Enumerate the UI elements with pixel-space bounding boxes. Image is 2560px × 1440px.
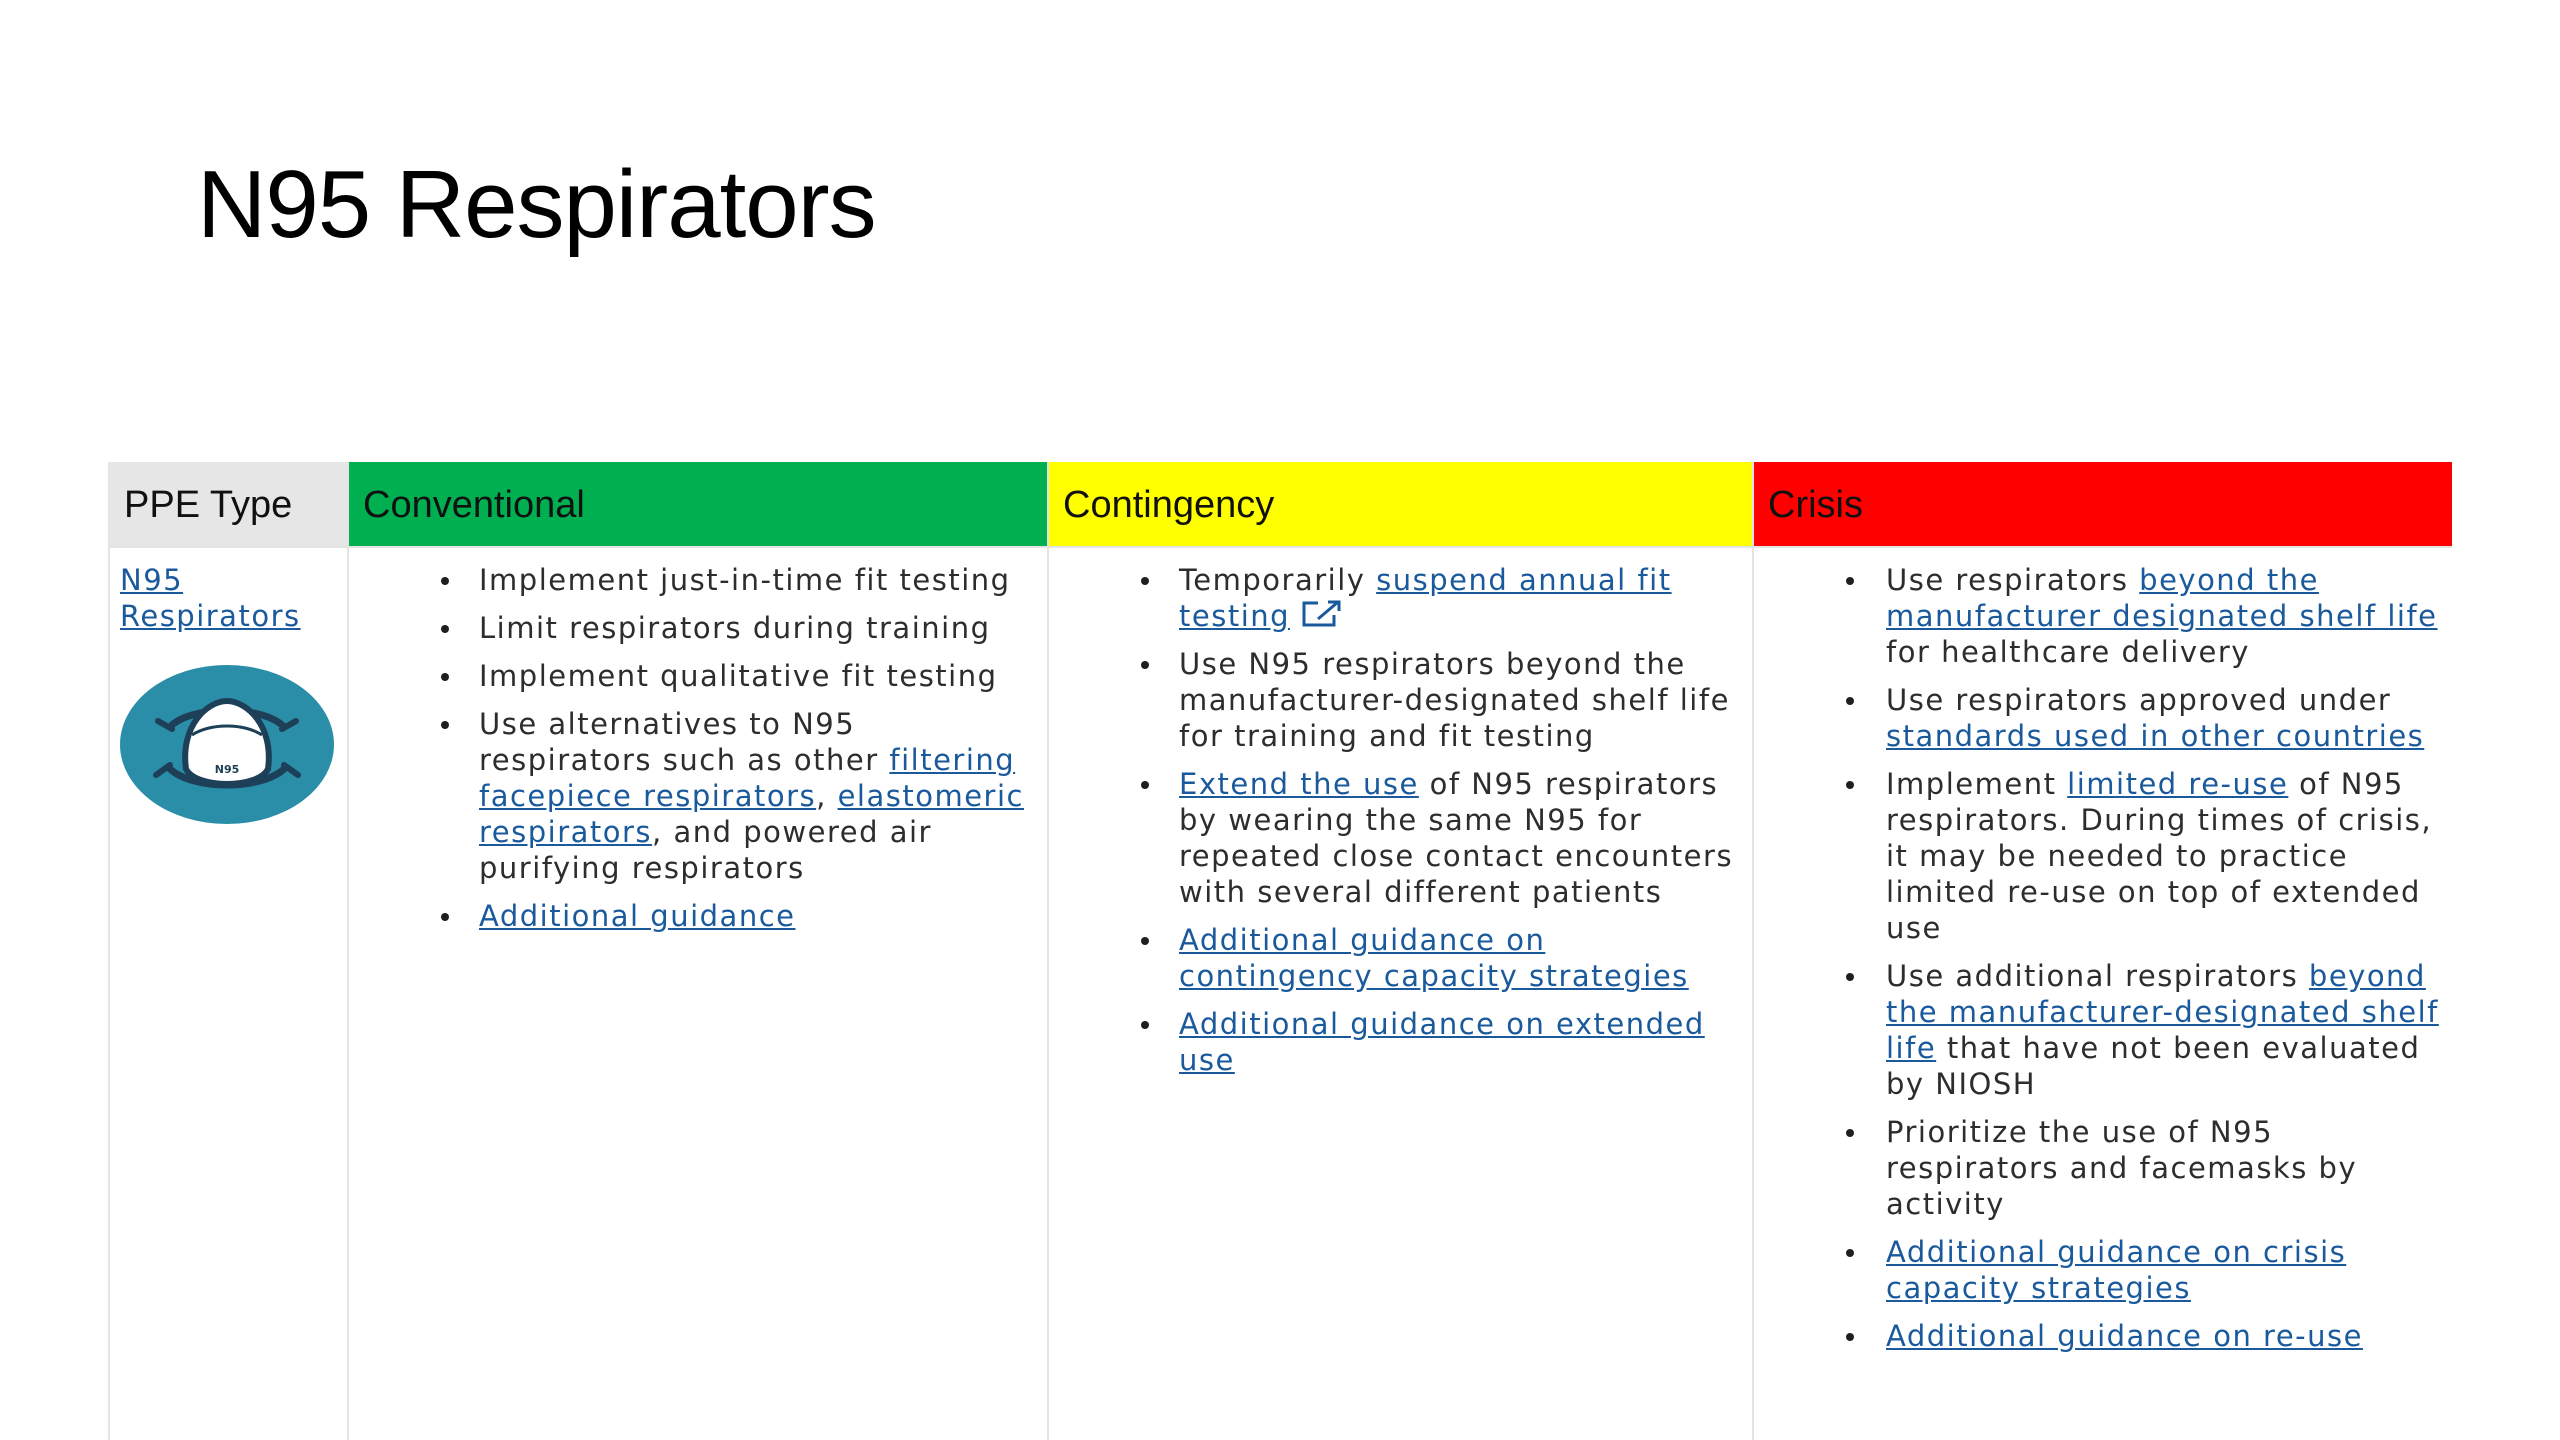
guidance-link[interactable]: elastomeric respirators — [479, 779, 1024, 849]
item-text: Limit respirators during training — [479, 611, 991, 645]
conventional-cell — [349, 548, 1047, 934]
list-item — [1049, 646, 1752, 754]
guidance-link[interactable]: Additional guidance — [479, 899, 796, 933]
header-conventional: Conventional — [349, 462, 1047, 548]
ppe-type-cell — [110, 548, 347, 776]
item-text: for healthcare delivery — [1886, 635, 2250, 669]
header-crisis: Crisis — [1754, 462, 2452, 548]
item-text: of N95 respirators by wearing the same N95 for repeated close contact encounters with several different patients — [1179, 767, 1734, 909]
item-text: Use respirators — [1886, 563, 2140, 597]
list-item — [1049, 562, 1752, 634]
list-item — [1754, 562, 2452, 670]
item-text: Prioritize the use of N95 respirators and facemasks by activity — [1886, 1115, 2358, 1221]
list-item — [349, 706, 1047, 886]
guidance-link[interactable]: standards used in other countries — [1886, 719, 2425, 753]
list-item — [1754, 682, 2452, 754]
list-item — [1754, 1234, 2452, 1306]
list-item — [349, 898, 1047, 934]
item-text: Use alternatives to N95 respirators such as other — [479, 707, 890, 777]
item-text: Use additional respirators — [1886, 959, 2309, 993]
item-text: Temporarily — [1179, 563, 1377, 597]
external-link-icon[interactable] — [1300, 599, 1344, 629]
item-text: Implement just-in-time fit testing — [479, 563, 1011, 597]
list-item — [1049, 922, 1752, 994]
header-ppe-type: PPE Type — [110, 462, 347, 548]
list-item — [349, 562, 1047, 598]
guidance-link[interactable]: limited re-use — [2067, 767, 2289, 801]
crisis-cell — [1754, 548, 2452, 1354]
ppe-strategy-table — [108, 462, 2452, 1440]
list-item — [349, 610, 1047, 646]
column-ppe-type — [108, 462, 349, 1440]
column-crisis — [1754, 462, 2452, 1440]
item-text: Implement — [1886, 767, 2068, 801]
guidance-link[interactable]: Additional guidance on crisis capacity strategies — [1886, 1235, 2347, 1305]
item-text: Use respirators approved under — [1886, 683, 2392, 717]
n95-respirators-link[interactable]: N95 Respirators — [120, 563, 301, 633]
header-contingency: Contingency — [1049, 462, 1752, 548]
list-item — [1754, 958, 2452, 1102]
column-contingency — [1049, 462, 1754, 1440]
column-conventional — [349, 462, 1049, 1440]
guidance-link[interactable]: Additional guidance on extended use — [1179, 1007, 1705, 1077]
list-item — [1049, 766, 1752, 910]
conventional-list — [349, 562, 1047, 934]
guidance-link[interactable]: suspend annual fit testing — [1179, 563, 1672, 633]
list-item — [1754, 766, 2452, 946]
item-text: of N95 respirators. During times of crisis, it may be needed to practice limited re-use on top of extended use — [1886, 767, 2433, 945]
guidance-link[interactable]: beyond the manufacturer designated shelf life — [1886, 563, 2438, 633]
item-text: that have not been evaluated by NIOSH — [1886, 1031, 2421, 1101]
item-text: Implement qualitative fit testing — [479, 659, 998, 693]
guidance-link[interactable]: Additional guidance on re-use — [1886, 1319, 2363, 1353]
item-text: Use N95 respirators beyond the manufacturer-designated shelf life for training and fit testing — [1179, 647, 1730, 753]
crisis-list — [1754, 562, 2452, 1354]
list-item — [349, 658, 1047, 694]
guidance-link[interactable]: Additional guidance on contingency capacity strategies — [1179, 923, 1689, 993]
n95-icon-label: N95 — [214, 763, 240, 776]
guidance-link[interactable]: Extend the use — [1179, 767, 1419, 801]
guidance-link[interactable]: beyond the manufacturer-designated shelf life — [1886, 959, 2439, 1065]
list-item — [1049, 1006, 1752, 1078]
list-item — [1754, 1114, 2452, 1222]
guidance-link[interactable]: filtering facepiece respirators — [479, 743, 1016, 813]
contingency-list — [1049, 562, 1752, 1078]
item-text: , and powered air purifying respirators — [479, 815, 932, 885]
list-item — [1754, 1318, 2452, 1354]
item-text: , — [816, 779, 838, 813]
n95-mask-icon — [120, 665, 334, 824]
slide-title: N95 Respirators — [197, 151, 876, 258]
contingency-cell — [1049, 548, 1752, 1078]
